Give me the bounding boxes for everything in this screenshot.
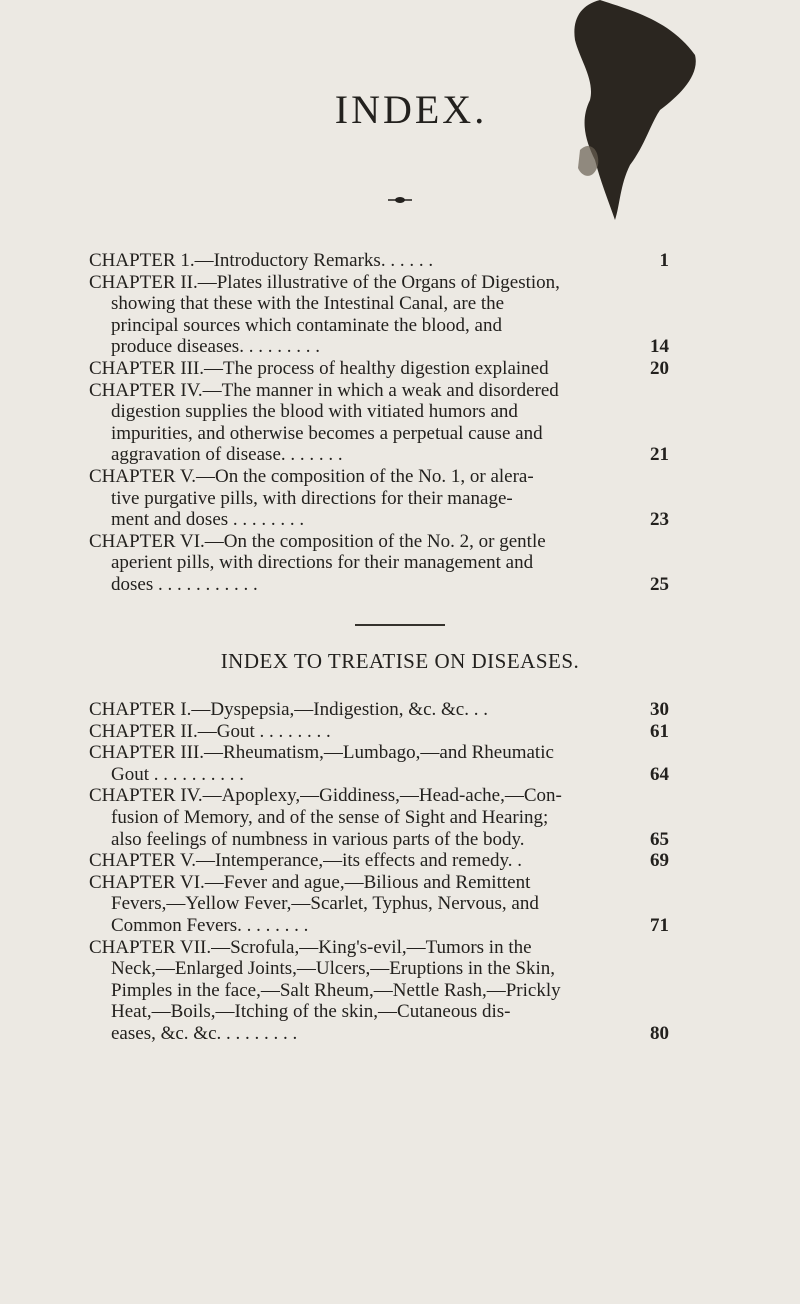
entry-text <box>89 358 633 380</box>
entry-line: CHAPTER VII.—Scrofula,—King's-evil,—Tumors in the <box>89 936 532 958</box>
page-number: 14 <box>650 336 669 358</box>
page-number: 21 <box>650 444 669 466</box>
entry-line: CHAPTER VI.—On the composition of the No. 2, or gentle <box>89 530 546 552</box>
entry-line: CHAPTER IV.—The manner in which a weak and disordered <box>89 379 559 401</box>
entry-line: digestion supplies the blood with vitiated humors and <box>111 401 518 423</box>
entry-line: Pimples in the face,—Salt Rheum,—Nettle Rash,—Prickly <box>111 979 561 1001</box>
entry-line: ment and doses . . . . . . . . <box>111 509 305 531</box>
page-number: 1 <box>659 250 669 271</box>
entry-line: Neck,—Enlarged Joints,—Ulcers,—Eruptions in the Skin, <box>111 958 555 980</box>
index-entry <box>89 531 669 596</box>
ornamental-rule <box>388 196 412 204</box>
page-number: 25 <box>650 573 669 595</box>
entry-line: tive purgative pills, with directions for their manage- <box>111 487 513 509</box>
page-number: 65 <box>650 828 669 850</box>
entry-line: produce diseases. . . . . . . . . <box>111 336 320 358</box>
index-entry <box>89 358 669 380</box>
entry-text <box>89 850 633 872</box>
entry-line: Gout . . . . . . . . . . <box>111 763 244 785</box>
page-number: 61 <box>650 720 669 742</box>
contents-list <box>89 250 669 596</box>
entry-line: Fevers,—Yellow Fever,—Scarlet, Typhus, Nervous, and <box>111 893 539 915</box>
entry-line: CHAPTER II.—Gout . . . . . . . . <box>89 720 331 742</box>
entry-text <box>89 250 633 272</box>
entry-text <box>89 785 633 850</box>
page-number: 69 <box>650 850 669 872</box>
entry-line: also feelings of numbness in various parts of the body. <box>111 828 525 850</box>
entry-line: aperient pills, with directions for their management and <box>111 552 534 574</box>
index-entry <box>89 272 669 358</box>
entry-line: principal sources which contaminate the blood, and <box>111 314 502 336</box>
entry-text <box>89 466 633 531</box>
page-number: 80 <box>650 1022 669 1044</box>
treatise-index-title: INDEX TO TREATISE ON DISEASES. <box>220 649 580 673</box>
index-entry <box>89 742 669 785</box>
entry-line: CHAPTER IV.—Apoplexy,—Giddiness,—Head-ache,—Con- <box>89 785 562 807</box>
entry-line: CHAPTER V.—On the composition of the No. 1, or alera- <box>89 465 534 487</box>
page-number: 64 <box>650 763 669 785</box>
entry-line: CHAPTER III.—The process of healthy digestion explained <box>89 357 549 379</box>
entry-line: eases, &c. &c. . . . . . . . . <box>111 1022 298 1044</box>
treatise-list <box>89 699 669 1045</box>
index-entry <box>89 785 669 850</box>
entry-text <box>89 699 633 721</box>
entry-line: doses . . . . . . . . . . . <box>111 573 258 595</box>
entry-line: CHAPTER I.—Dyspepsia,—Indigestion, &c. &c. . . <box>89 699 488 720</box>
entry-line: aggravation of disease. . . . . . . <box>111 444 343 466</box>
entry-text <box>89 742 633 785</box>
index-entry <box>89 721 669 743</box>
index-entry <box>89 250 669 272</box>
page-title: INDEX. <box>334 87 488 132</box>
page-number: 23 <box>650 509 669 531</box>
entry-text <box>89 937 633 1045</box>
entry-line: CHAPTER II.—Plates illustrative of the Organs of Digestion, <box>89 271 560 293</box>
index-entry <box>89 699 669 721</box>
entry-line: Heat,—Boils,—Itching of the skin,—Cutaneous dis- <box>111 1001 511 1023</box>
entry-line: CHAPTER V.—Intemperance,—its effects and remedy. . <box>89 850 523 872</box>
index-entry <box>89 850 669 872</box>
entry-line: impurities, and otherwise becomes a perpetual cause and <box>111 422 543 444</box>
index-entry <box>89 872 669 937</box>
page-number: 71 <box>650 914 669 936</box>
section-divider <box>355 624 445 626</box>
entry-line: CHAPTER VI.—Fever and ague,—Bilious and Remittent <box>89 871 531 893</box>
entry-line: CHAPTER III.—Rheumatism,—Lumbago,—and Rheumatic <box>89 742 554 764</box>
index-entry <box>89 466 669 531</box>
entry-line: Common Fevers. . . . . . . . <box>111 914 309 936</box>
index-entry <box>89 937 669 1045</box>
index-entry <box>89 380 669 466</box>
page-number: 30 <box>650 699 669 720</box>
entry-text <box>89 272 633 358</box>
entry-text <box>89 380 633 466</box>
entry-line: showing that these with the Intestinal Canal, are the <box>111 293 505 315</box>
entry-line: CHAPTER 1.—Introductory Remarks. . . . . . <box>89 250 434 271</box>
page-number: 20 <box>650 357 669 379</box>
entry-line: fusion of Memory, and of the sense of Sight and Hearing; <box>111 806 549 828</box>
entry-text <box>89 721 633 743</box>
entry-text <box>89 872 633 937</box>
entry-text <box>89 531 633 596</box>
